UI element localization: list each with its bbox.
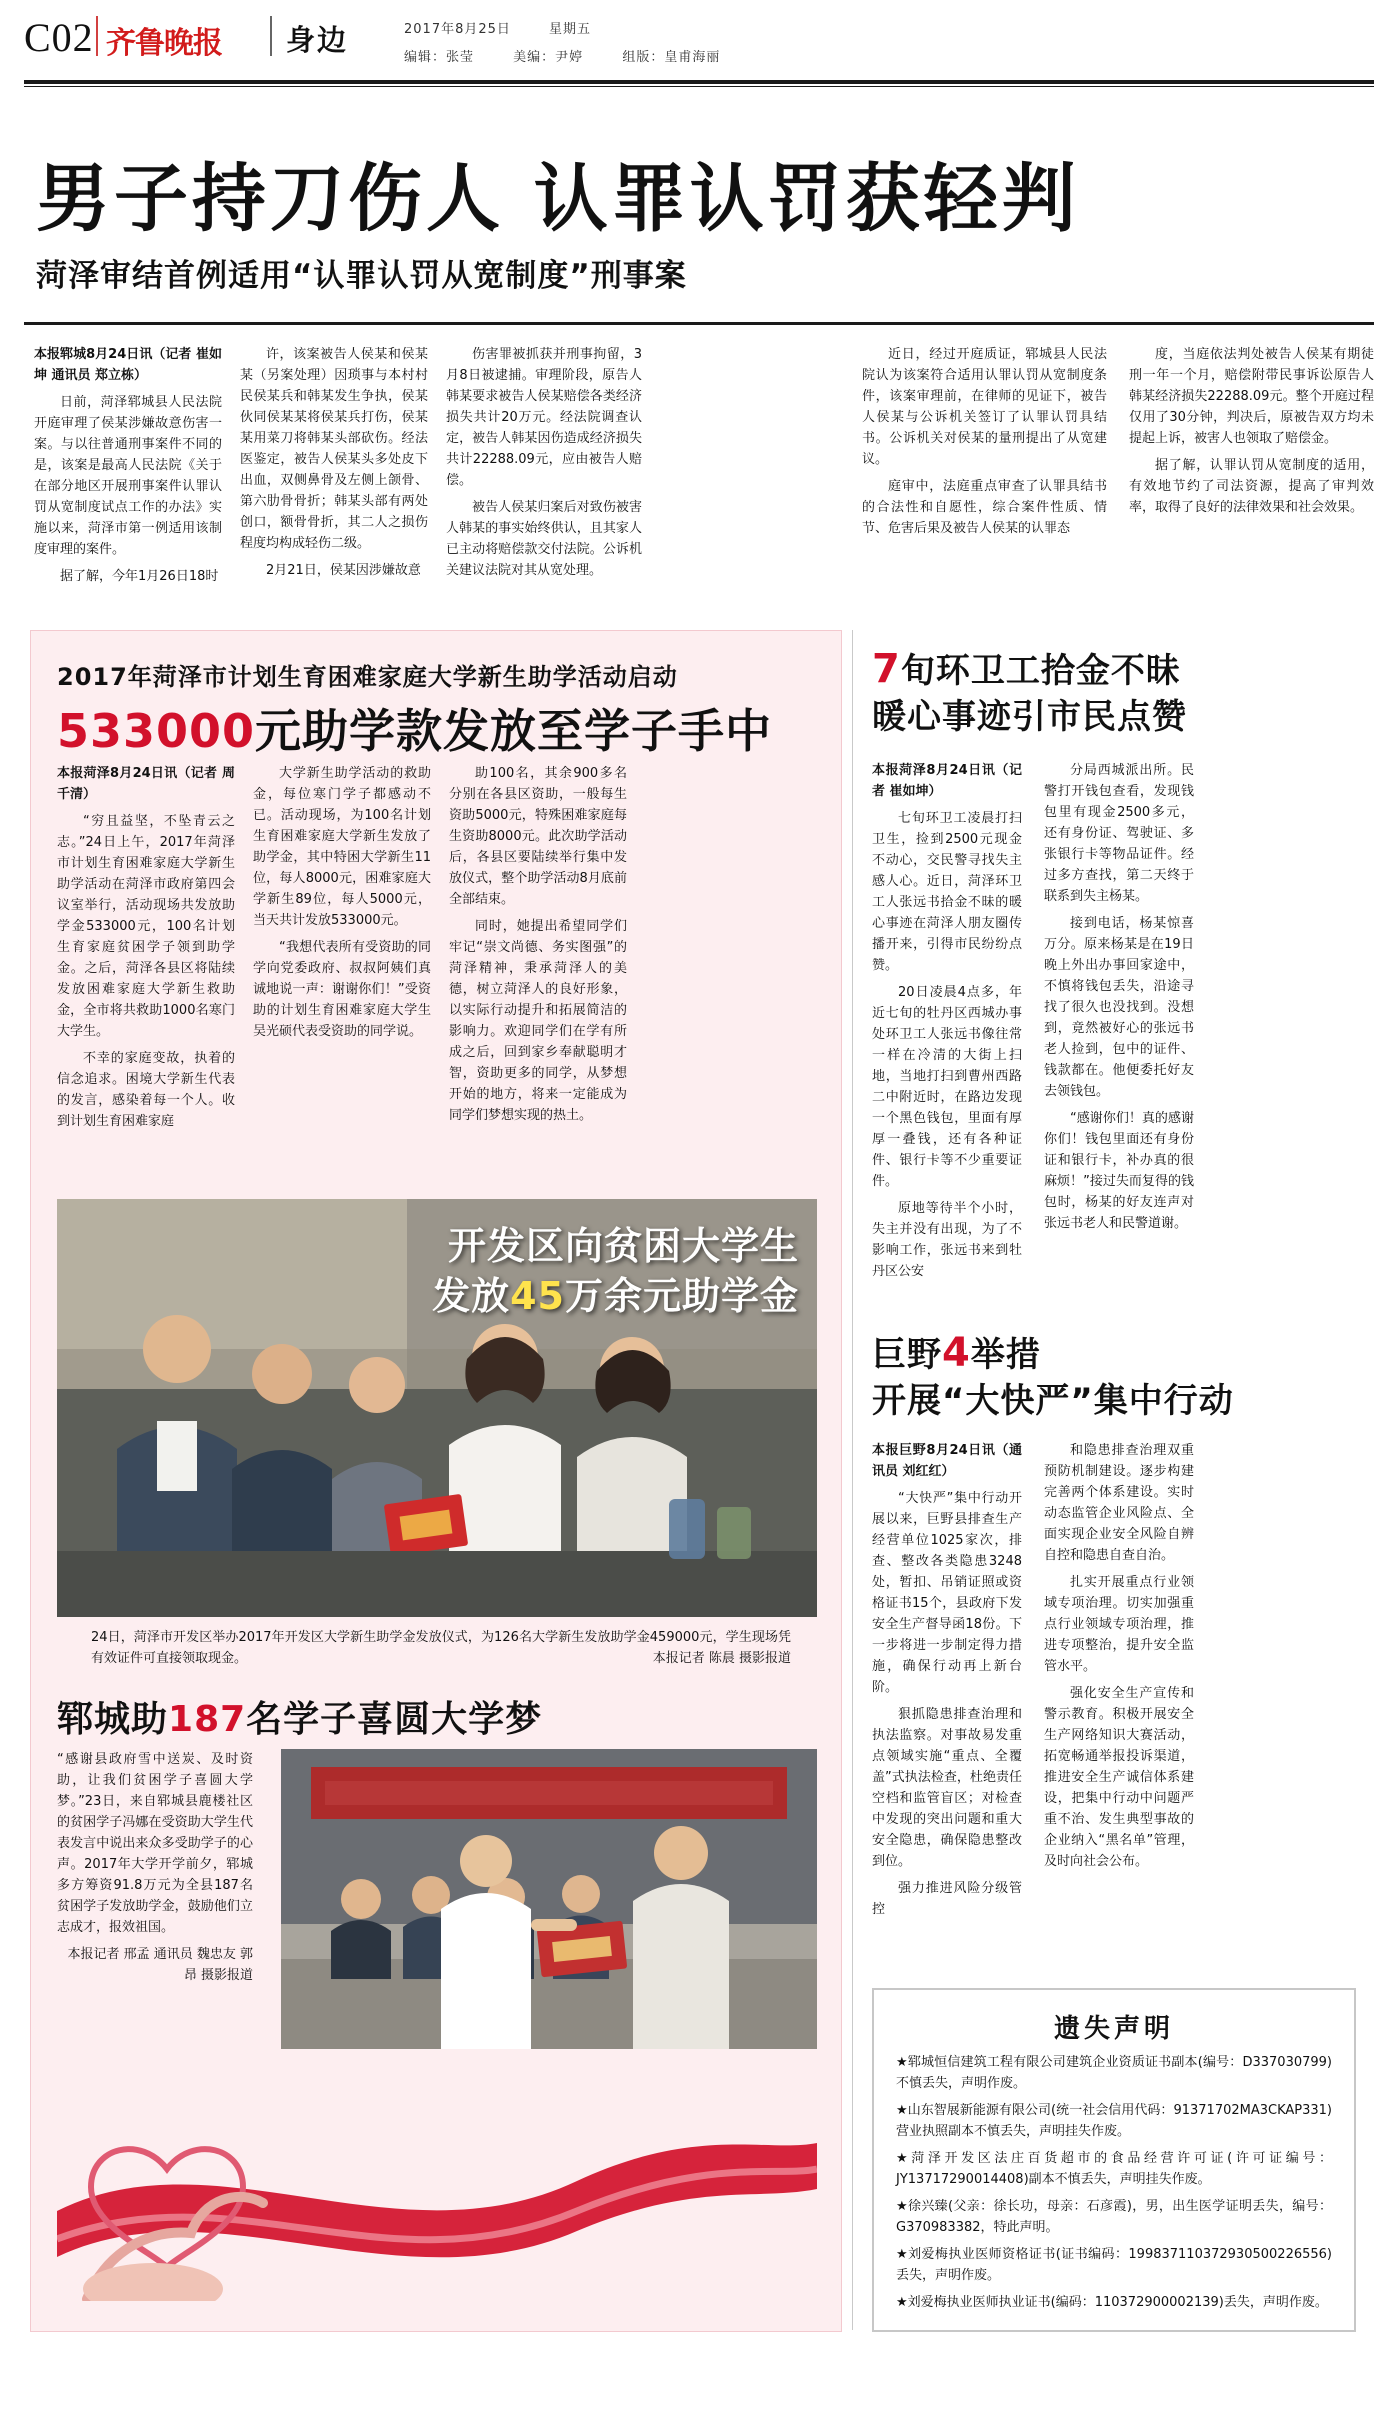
paragraph: “穷且益坚，不坠青云之志。”24日上午，2017年菏泽市计划生育困难家庭大学新生助学活动在菏泽市政府第四会议室举行，活动现场共发放助学金533000元，100名计划生育家庭贫困学子领到助学金。之后，菏泽各县区将陆续发放困难家庭大学新生救助金，全市将共救助1000名寒门大学生。 (57, 814, 235, 1039)
feature-dateline: 本报菏泽8月24日讯（记者 周千清） (57, 766, 235, 802)
photo-overlay-line2-prefix: 发放 (432, 1274, 511, 1318)
paragraph: 同时，她提出希望同学们牢记“崇文尚德、务实图强”的菏泽精神，秉承菏泽人的美德，树立菏泽人的良好形象，以实际行动提升和拓展简洁的影响力。欢迎同学们在学有所成之后，回到家乡奉献聪明才智，资助更多的同学，从梦想开始的地方，将来一定能成为同学们梦想实现的热土。 (449, 919, 627, 1123)
paragraph: 分局西城派出所。民警打开钱包查看，发现钱包里有现金2500多元，还有身份证、驾驶证、多张银行卡等物品证件。经过多方查找，第二天终于联系到失主杨某。 (1044, 763, 1194, 904)
story2-credit: 本报记者 邢孟 通讯员 魏忠友 郭昂 摄影报道 (67, 1947, 253, 1983)
notice-items (896, 2052, 1332, 2319)
photo-overlay-title (432, 1221, 799, 1321)
paragraph: 伤害罪被抓获并刑事拘留，3月8日被逮捕。审理阶段，原告人韩某要求被告人侯某赔偿各类经济损失共计20万元。经法院调查认定，被告人韩某因伤造成经济损失共计22288.09元，应由被告人赔偿。 (446, 347, 642, 488)
story1-dateline: 本报菏泽8月24日讯（记者 崔如坤） (872, 763, 1022, 799)
right-story-2-column-2 (1044, 1440, 1194, 1878)
right-story-1-body (872, 760, 1372, 1320)
feature-story-2-title (57, 1691, 817, 1742)
credit-designer: 美编：尹婷 (513, 50, 584, 65)
caption-credit: 本报记者 陈晨 摄影报道 (652, 1651, 791, 1666)
feature-kicker: 2017年菏泽市计划生育困难家庭大学新生助学活动启动 (57, 663, 678, 691)
top-story-body (34, 344, 1374, 604)
masthead-rule (24, 80, 1374, 84)
story1-title-line1: 旬环卫工拾金不昧 (900, 651, 1181, 691)
paragraph: 和隐患排查治理双重预防机制建设。逐步构建完善两个体系建设。实时动态监管企业风险点、全面实现企业安全风险自辨自控和隐患自查自治。 (1044, 1443, 1194, 1563)
notice-item: ★郓城恒信建筑工程有限公司建筑企业资质证书副本(编号：D337030799)不慎丢失，声明作废。 (896, 2055, 1332, 2091)
feature-story-2-text (57, 1749, 253, 1992)
story2-title-suffix: 名学子喜圆大学梦 (246, 1699, 543, 1740)
right-story-1-title (872, 646, 1372, 740)
top-story-column-1 (34, 344, 222, 593)
notice-item: ★刘爱梅执业医师资格证书(证书编码：199837110372930500226556)丢失，声明作废。 (896, 2247, 1332, 2283)
paragraph: 庭审中，法庭重点审查了认罪具结书的合法性和自愿性，综合案件性质、情节、危害后果及被告人侯某的认罪态 (862, 479, 1107, 536)
story2-title-prefix: 郓城助 (57, 1699, 169, 1740)
section-name: 身边 (286, 23, 349, 57)
feature-amount: 533000 (57, 704, 256, 758)
paragraph: “大快严”集中行动开展以来，巨野县排查生产经营单位1025家次，排查、整改各类隐患3248处，暂扣、吊销证照或资格证书15个，县政府下发安全生产督导函18份。下一步将进一步制定得力措施，确保行动再上新台阶。 (872, 1491, 1022, 1695)
photo-caption-1 (91, 1627, 791, 1669)
paragraph: 强化安全生产宣传和警示教育。积极开展安全生产网络知识大赛活动，拓宽畅通举报投诉渠道，推进安全生产诚信体系建设，把集中行动中问题严重不治、发生典型事故的企业纳入“黑名单”管理，及时向社会公布。 (1044, 1686, 1194, 1869)
masthead-divider-2 (270, 16, 272, 56)
paragraph: 大学新生助学活动的救助金，每位寒门学子都感动不已。活动现场，为100名计划生育困难家庭大学新生发放了助学金，其中特困大学新生11位，每人8000元，困难家庭大学新生89位，每人5000元，当天共计发放533000元。 (253, 766, 431, 928)
notice-item: ★徐兴臻(父亲：徐长功，母亲：石彦霞)，男，出生医学证明丢失，编号：G370983382，特此声明。 (896, 2199, 1332, 2235)
column-divider (852, 630, 853, 2330)
notice-title: 遗失声明 (1053, 2014, 1174, 2044)
story2-title-number: 187 (168, 1699, 247, 1740)
notice-item: ★菏泽开发区法庄百货超市的食品经营许可证(许可证编号：JY13717290014408)副本不慎丢失，声明挂失作废。 (896, 2151, 1332, 2187)
masthead (24, 10, 1374, 72)
paragraph: 日前，菏泽郓城县人民法院开庭审理了侯某涉嫌故意伤害一案。与以往普通刑事案件不同的是，该案是最高人民法院《关于在部分地区开展刑事案件认罪认罚从宽制度试点工作的办法》实施以来，菏泽市第一例适用该制度审理的案件。 (34, 395, 222, 557)
paragraph: 20日凌晨4点多，年近七旬的牡丹区西城办事处环卫工人张远书像往常一样在冷清的大街上扫地，当地打扫到曹州西路二中附近时，在路边发现一个黑色钱包，里面有厚厚一叠钱，还有各种证件、银行卡等不少重要证件。 (872, 985, 1022, 1189)
paragraph: 不幸的家庭变故，执着的信念追求。困境大学新生代表的发言，感染着每一个人。收到计划生育困难家庭 (57, 1051, 235, 1129)
feature-column-2 (253, 763, 431, 1048)
feature-columns (57, 763, 817, 1203)
right-story-2-title (872, 1330, 1372, 1424)
paragraph: 强力推进风险分级管控 (872, 1881, 1022, 1917)
story2-number: 4 (942, 1330, 971, 1376)
photo-overlay-number: 45 (510, 1274, 565, 1318)
paragraph: 据了解，今年1月26日18时 (60, 569, 219, 584)
story2-title-prefix-r: 巨野 (872, 1335, 942, 1375)
paragraph: 原地等待半个小时，失主并没有出现，为了不影响工作，张远书来到牡丹区公安 (872, 1201, 1022, 1279)
paragraph: 据了解，认罪认罚从宽制度的适用，有效地节约了司法资源，提高了审判效率，取得了良好的法律效果和社会效果。 (1129, 458, 1374, 515)
feature-box (30, 630, 842, 2332)
feature-photo-award-ceremony (57, 1199, 817, 1617)
top-story-column-2 (240, 344, 428, 587)
paragraph: 接到电话，杨某惊喜万分。原来杨某是在19日晚上外出办事回家途中，不慎将钱包丢失，沿途寻找了很久也没找到。没想到，竟然被好心的张远书老人捡到，包中的证件、钱款都在。他便委托好友去领钱包。 (1044, 916, 1194, 1099)
photo2-figures (281, 1749, 817, 2049)
right-story-2-column-1 (872, 1440, 1022, 1926)
story2-title-suffix-r: 举措 (970, 1335, 1041, 1375)
story2-dateline: 本报巨野8月24日讯（通讯员 刘红红） (872, 1443, 1022, 1479)
issue-date: 2017年8月25日 (404, 22, 511, 37)
paragraph: 狠抓隐患排查治理和执法监察。对事故易发重点领域实施“重点、全覆盖”式执法检查，杜绝责任空档和监管盲区；对检查中发现的突出问题和重大安全隐患，确保隐患整改到位。 (872, 1707, 1022, 1869)
page-number: C02 (24, 15, 94, 60)
notice-item: ★山东智展新能源有限公司(统一社会信用代码：91371702MA3CKAP331)营业执照副本不慎丢失，声明挂失作废。 (896, 2103, 1332, 2139)
paragraph: 助100名，其余900多名分别在各县区资助，一般每生资助5000元，特殊困难家庭每生资助8000元。此次助学活动后，各县区要陆续举行集中发放仪式，整个助学活动8月底前全部结束。 (449, 766, 627, 907)
decorative-ribbon (57, 2061, 817, 2301)
lost-notice-box (872, 1988, 1356, 2332)
paragraph: “我想代表所有受资助的同学向党委政府、叔叔阿姨们真诚地说一声：谢谢你们！”受资助的计划生育困难家庭大学生吴光硕代表受资助的同学说。 (253, 940, 431, 1039)
top-story-dateline: 本报郓城8月24日讯（记者 崔如坤 通讯员 郑立栋） (34, 347, 222, 383)
credit-layout: 组版：皇甫海丽 (622, 50, 721, 65)
ribbon-svg (57, 2061, 817, 2301)
paragraph: 被告人侯某归案后对致伤被害人韩某的事实始终供认，且其家人已主动将赔偿款交付法院。公诉机关建议法院对其从宽处理。 (446, 500, 642, 578)
paragraph: 近日，经过开庭质证，郓城县人民法院认为该案符合适用认罪认罚从宽制度条件，该案审理前，在律师的见证下，被告人侯某与公诉机关签订了认罪认罚具结书。公诉机关对侯某的量刑提出了从宽建议。 (862, 347, 1107, 467)
notice-item: ★刘爱梅执业医师执业证书(编码：110372900002139)丢失，声明作废。 (896, 2295, 1328, 2310)
right-story-1-column-2 (1044, 760, 1194, 1240)
paper-logo: 齐鲁晚报 (106, 26, 222, 61)
top-story-column-5 (1129, 344, 1374, 524)
feature-title (57, 695, 817, 761)
page-title: 男子持刀伤人 认罪认罚获轻判 (36, 156, 1080, 242)
right-story-2-body (872, 1440, 1372, 1940)
paragraph: “感谢县政府雪中送炭、及时资助，让我们贫困学子喜圆大学梦。”23日，来自郓城县鹿楼社区的贫困学子冯娜在受资助大学生代表发言中说出来众多受助学子的心声。2017年大学开学前夕，郓城多方筹资91.8万元为全县187名贫困学子发放助学金，鼓励他们立志成才，报效祖国。 (57, 1752, 253, 1935)
issue-weekday: 星期五 (549, 22, 592, 37)
masthead-rule-thin (24, 86, 1374, 87)
top-story-column-3 (446, 344, 642, 587)
photo-overlay-line1: 开发区向贫困大学生 (447, 1224, 799, 1268)
masthead-credits (404, 46, 754, 65)
story2-title-line2: 开展“大快严”集中行动 (872, 1381, 1234, 1421)
paragraph: 度，当庭依法判处被告人侯某有期徒刑一年一个月，赔偿附带民事诉讼原告人韩某经济损失22288.09元。整个开庭过程仅用了30分钟，判决后，原被告双方均未提起上诉，被害人也领取了赔偿金。 (1129, 347, 1374, 446)
top-story-column-4 (862, 344, 1107, 545)
photo-overlay-line2-suffix: 万余元助学金 (564, 1274, 799, 1318)
paragraph: 许，该案被告人侯某和侯某某（另案处理）因琐事与本村村民侯某兵和韩某发生争执，侯某伙同侯某某将侯某兵打伤，侯某某用菜刀将韩某头部砍伤。经法医鉴定，被告人侯某头多处皮下出血，双侧鼻骨及左侧上颌骨、第六肋骨骨折；韩某头部有两处创口，额骨骨折，其二人之损伤程度均构成轻伤二级。 (240, 347, 428, 551)
feature-photo-handshake (281, 1749, 817, 2049)
right-story-1-column-1 (872, 760, 1022, 1288)
feature-column-1 (57, 763, 235, 1138)
masthead-divider (96, 16, 98, 56)
feature-title-rest: 元助学款发放至学子手中 (255, 704, 773, 758)
paragraph: 2月21日，侯某因涉嫌故意 (266, 563, 421, 578)
paragraph: 扎实开展重点行业领域专项治理。切实加强重点行业领域专项治理，推进专项整治，提升安全监管水平。 (1044, 1575, 1194, 1674)
credit-editor: 编辑：张莹 (404, 50, 475, 65)
story1-number: 7 (872, 646, 901, 692)
page-subtitle: 菏泽审结首例适用“认罪认罚从宽制度”刑事案 (36, 258, 687, 294)
caption-text: 24日，菏泽市开发区举办2017年开发区大学新生助学金发放仪式，为126名大学新生发放助学金459000元，学生现场凭有效证件可直接领取现金。 (91, 1630, 791, 1666)
paragraph: 七旬环卫工凌晨打扫卫生，捡到2500元现金不动心，交民警寻找失主感人心。近日，菏泽环卫工人张远书拾金不昧的暖心事迹在菏泽人朋友圈传播开来，引得市民纷纷点赞。 (872, 811, 1022, 973)
headline-rule (24, 322, 1374, 325)
paragraph: “感谢你们！真的感谢你们！钱包里面还有身份证和银行卡，补办真的很麻烦！”接过失而复得的钱包时，杨某的好友连声对张远书老人和民警道谢。 (1044, 1111, 1194, 1231)
story1-title-line2: 暖心事迹引市民点赞 (872, 697, 1187, 737)
feature-column-3 (449, 763, 627, 1132)
